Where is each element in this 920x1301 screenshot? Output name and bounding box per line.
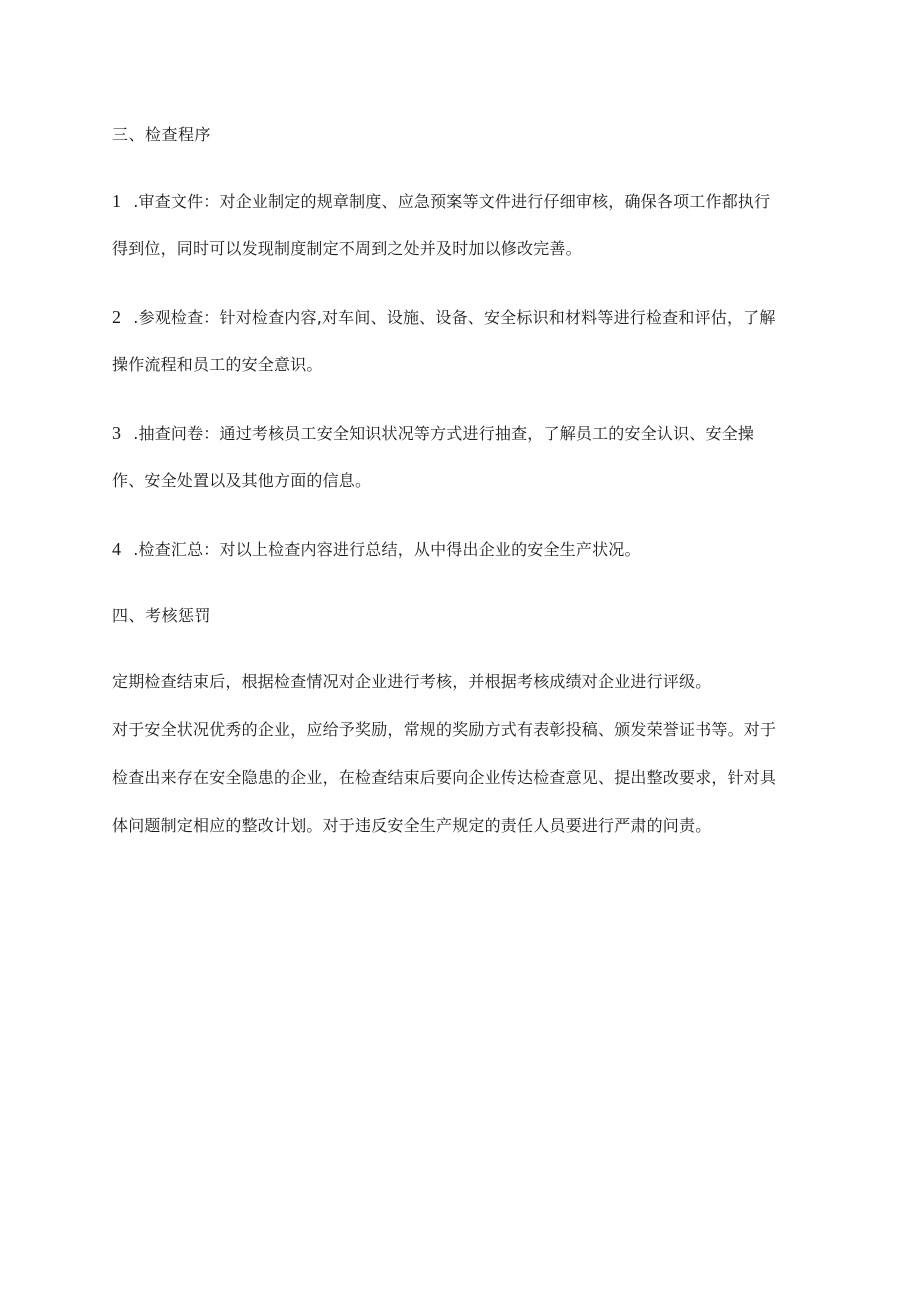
item-3-line-1 [112,423,754,444]
item-1-number: 1 [112,191,122,211]
section-4-paragraph-2-line-3: 体问题制定相应的整改计划。对于违反安全生产规定的责任人员要进行严肃的问责。 [112,816,712,835]
section-4-heading: 四、考核惩罚 [112,606,212,625]
item-2-line-2: 操作流程和员工的安全意识。 [112,355,323,374]
section-4-paragraph-2-line-1: 对于安全状况优秀的企业，应给予奖励，常规的奖励方式有表彰投稿、颁发荣誉证书等。对于 [112,720,777,739]
section-3-heading: 三、检查程序 [112,125,212,144]
item-2-text: .参观检查：针对检查内容,对车间、设施、设备、安全标识和材料等进行检查和评估，了解 [133,308,776,327]
section-4-paragraph-2-line-2: 检查出来存在安全隐患的企业，在检查结束后要向企业传达检查意见、提出整改要求，针对具 [112,768,777,787]
item-3-number: 3 [112,423,122,443]
item-2-line-1 [112,307,776,328]
item-3-text: .抽查问卷：通过考核员工安全知识状况等方式进行抽查，了解员工的安全认识、安全操 [133,424,755,443]
item-1-text: .审查文件：对企业制定的规章制度、应急预案等文件进行仔细审核，确保各项工作都执行 [133,192,771,211]
item-4-line-1 [112,539,641,560]
item-3-line-2: 作、安全处置以及其他方面的信息。 [112,471,372,490]
item-4-text: .检查汇总：对以上检查内容进行总结，从中得出企业的安全生产状况。 [133,540,641,559]
section-4-paragraph-1: 定期检查结束后，根据检查情况对企业进行考核，并根据考核成绩对企业进行评级。 [112,672,712,691]
item-1-line-2: 得到位，同时可以发现制度制定不周到之处并及时加以修改完善。 [112,239,582,258]
item-2-number: 2 [112,307,122,327]
item-4-number: 4 [112,539,122,559]
item-1-line-1 [112,191,770,212]
